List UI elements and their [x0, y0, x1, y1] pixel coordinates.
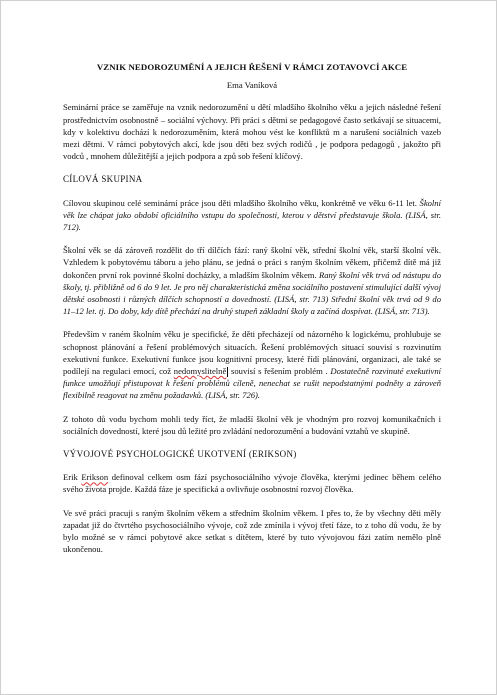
citation-italic: Školní věk lze chápat jako období oficiálního vstupu do společnosti, kterou v dětství představuje škola. (LISÁ, str. 712).: [63, 197, 441, 233]
citation-italic: Dostatečně rozvinuté exekutivní funkce umožňují přistupovat k řešení problémů cíleně, nenechat se rušit nepodstatnými podněty a zároveň flexibilně reagovat na změnu požadavků. (LISÁ, str. 726).: [63, 366, 442, 401]
text-run: Erik: [63, 472, 82, 483]
paragraph-conclusion: Z tohoto dů vodu bychom mohli tedy říct, že mladší školní věk je vhodným pro rozvoj komunikačních i sociálních dovedností, které jsou dů ležité pro zvládání nedorozumění a budování vztahů ve skupině.: [63, 413, 441, 436]
paragraph-target-group: [63, 197, 441, 234]
document-title: VZNIK NEDOROZUMĚNÍ A JEJICH ŘEŠENÍ V RÁMCI ZOTAVOVCÍ AKCE: [96, 62, 408, 72]
document-body[interactable]: [63, 61, 441, 567]
paragraph-age-groups: Ve své práci pracuji s raným školním věkem a středním školním věkem. I přes to, že by všechny děti měly zapadat již do čtvrtého psychosociálního vývoje, což zde zmínila i vývoj třetí fáze, to z toho dů vodu, že by bylo možné se v rámci pobytové akce setkat s dítětem, které by tuto vývojovou fázi zatím nemělo plně ukončenou.: [63, 507, 441, 555]
intro-paragraph: Seminární práce se zaměřuje na vznik nedorozumění u dětí mladšího školního věku a jejich následné řešení prostřednictvím osobnostně – sociální výchovy. Při práci s dětmi se pedagogové často setkávají se situacemi, kdy v kolektivu dochází k nedorozuměním, která mohou vést ke konfliktů m a narušení sociálních vazeb mezi dětmi. V rámci pobytových akcí, kde jsou děti bez svých rodičů , je podpora pedagogů , jakožto při vodců , mnohem důležitější a jejich podpora a způ sob řešení klíčový.: [63, 102, 441, 162]
spellcheck-flagged-word[interactable]: nedomyslitelně: [173, 366, 227, 377]
text-run: Cílovou skupinou celé seminární práce jsou děti mladšího školního věku, konkrétně ve věku 6-11 let.: [63, 197, 420, 208]
section-heading-target-group: CÍLOVÁ SKUPINA: [63, 174, 143, 185]
citation-italic: Raný školní věk trvá od nástupu do školy, tj. přibližně od 6 do 9 let. Je pro něj charakteristická změna sociálního postavení stimulující další vývoj dětské osobnosti i různých dílčích schopností a dovedností. (LISÁ, str. 713) Střední školní věk trvá od 9 do 11–12 let. tj. Do doby, kdy dítě přechází na druhý stupeň základní školy a začíná dospívat. (LISÁ, str. 713).: [63, 269, 441, 317]
paragraph-school-age-phases: [63, 244, 441, 317]
text-run: definoval celkem osm fází psychosociálního vývoje člověka, kterými jedinec během celého svého života projde. Každá fáze je specifická a ovlivňuje osobnostní rozvoj člověka.: [63, 472, 441, 495]
section-heading-erikson: VÝVOJOVÉ PSYCHOLOGICKÉ UKOTVENÍ (ERIKSON): [63, 449, 297, 460]
paragraph-erikson-stages: [63, 471, 441, 495]
author-name: Ema Vaníková: [226, 80, 278, 91]
text-run: souvisí s řešením problém .: [228, 366, 331, 377]
paragraph-executive-functions: [63, 328, 441, 401]
text-run: Školní věk se dá zároveň rozdělit do tří dílčích fází: raný školní věk, střední školní věk, starší školní věk. Vzhledem k pobytovému táboru a jeho plánu, se jedná o práci s raným školním věkem, přičemž dítě má již dokončen první rok povinné školní docházky, a mladším školním věkem.: [63, 245, 441, 280]
text-run: Především v raném školním věku je specifické, že děti přecházejí od názorného k logickému, prohlubuje se schopnost plánování a řešení problémových situacích. Řešení problémových situací souvisí s rozvinutím exekutivní funkce. Exekutivní funkce jsou kognitivní procesy, které řídí plánování, organizaci, ale také se podílejí na regulaci emocí, což: [63, 329, 441, 377]
spellcheck-flagged-word[interactable]: Erikson: [81, 472, 109, 483]
